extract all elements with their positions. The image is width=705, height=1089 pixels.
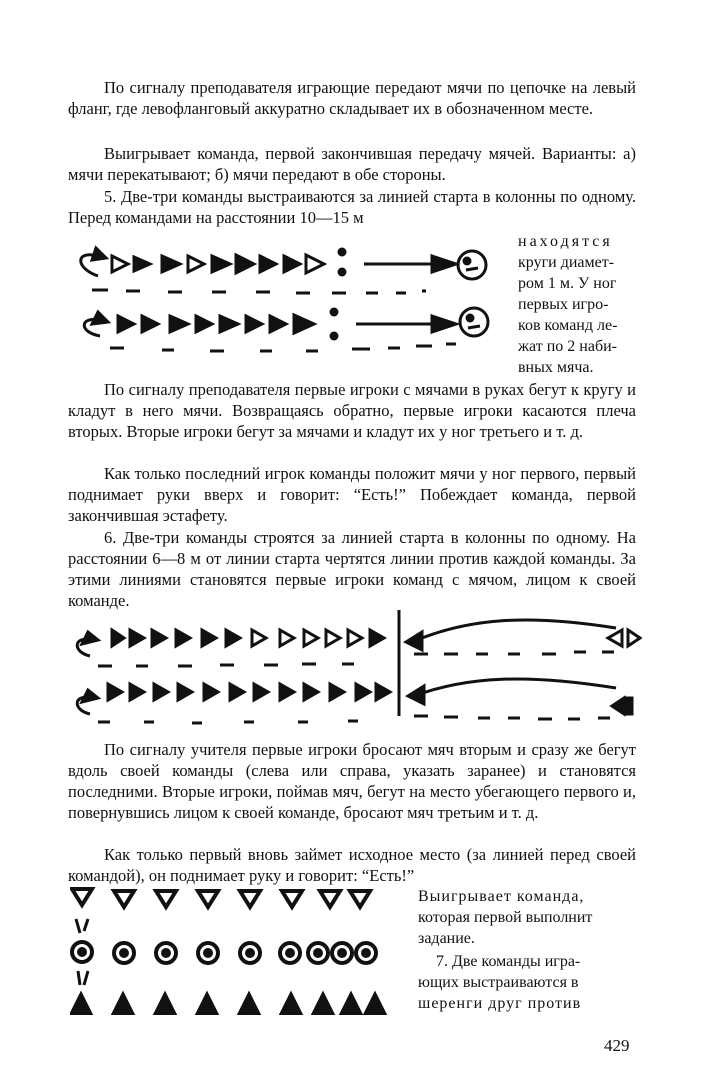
side-text-3 — [418, 951, 638, 1014]
side-text-2 — [418, 886, 638, 949]
page-number: 429 — [604, 1036, 630, 1055]
side-line: ков команд ле- — [518, 317, 618, 334]
paragraph-2: Выигрывает команда, первой закончившая передачу мячей. Варианты: а) мячи перекатывают; б) мячи передают в обе стороны. — [68, 144, 636, 184]
side-line: Выигрывает команда, — [418, 888, 585, 905]
two-lines-figure — [70, 885, 400, 1025]
side-line: ющих выстраиваются в — [418, 974, 579, 991]
relay-figure-1 — [70, 238, 500, 363]
side-line: круги диамет- — [518, 254, 615, 271]
side-line: задание. — [418, 930, 475, 947]
side-line: вных мяча. — [518, 359, 594, 376]
paragraph-6: 6. Две-три команды строятся за линией старта в колонны по одному. На расстоянии 6—8 м от линии старта чертятся линии против каждой команды. За этими линиями становятся первые игроки команд с мячом, лицом к своей команде. — [68, 528, 636, 610]
side-line: находятся — [518, 233, 613, 250]
paragraph-8: Как только первый вновь займет исходное место (за линией перед своей командой), он поднимает руку и говорит: “Есть!” — [68, 845, 636, 885]
side-line: шеренги друг против — [418, 995, 582, 1012]
relay-figure-2 — [68, 606, 642, 732]
paragraph-7: По сигналу учителя первые игроки бросают мяч вторым и сразу же бегут вдоль своей команды (слева или справа, указать заранее) и становятся последними. Вторые игроки, поймав мяч, бегут на место убегающего первого и, повернувшись лицом к своей команде, бросают мяч третьим и т. д. — [68, 740, 636, 822]
paragraph-3: 5. Две-три команды выстраиваются за линией старта в колонны по одному. Перед командами на расстоянии 10—15 м — [68, 187, 636, 227]
paragraph-4: По сигналу преподавателя первые игроки с мячами в руках бегут к кругу и кладут в него мячи. Возвращаясь обратно, первые игроки касаются плеча вторых. Вторые игроки бегут за мячами и кладут их у ног третьего и т. д. — [68, 380, 636, 441]
paragraph-1: По сигналу преподавателя играющие передают мячи по цепочке на левый фланг, где левофланговый аккуратно складывает их в обозначенном месте. — [68, 78, 636, 118]
side-line: жат по 2 наби- — [518, 338, 617, 355]
side-text-1 — [518, 231, 638, 378]
side-line: 7. Две команды игра- — [436, 953, 581, 970]
side-line: первых игро- — [518, 296, 609, 313]
side-line: ром 1 м. У ног — [518, 275, 617, 292]
side-line: которая первой выполнит — [418, 909, 593, 926]
paragraph-5: Как только последний игрок команды положит мячи у ног первого, первый поднимает руки вверх и говорит: “Есть!” Побеждает команда, первой закончившая эстафету. — [68, 464, 636, 525]
